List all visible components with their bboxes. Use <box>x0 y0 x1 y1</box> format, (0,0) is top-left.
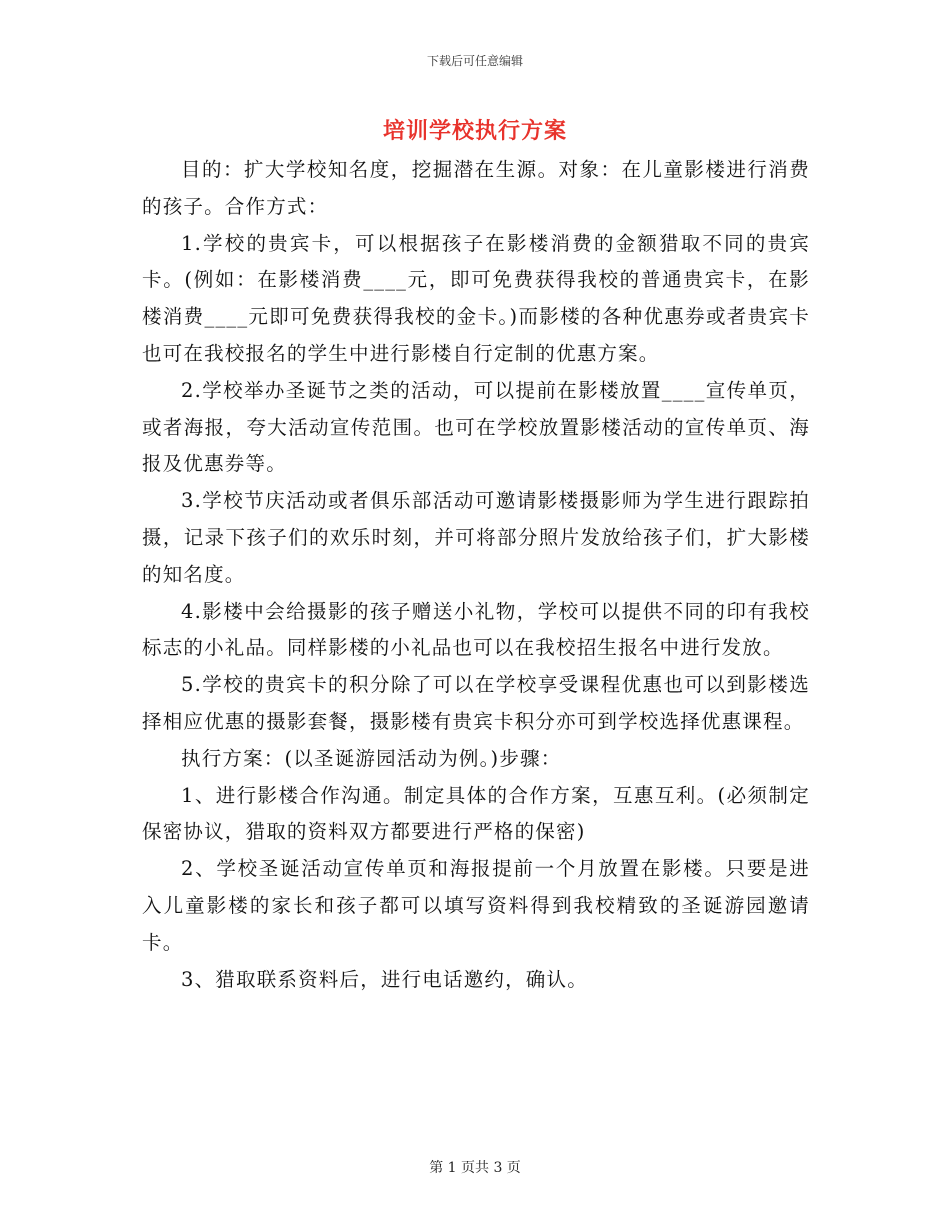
paragraph-purpose: 目的：扩大学校知名度，挖掘潜在生源。对象：在儿童影楼进行消费的孩子。合作方式： <box>142 158 810 218</box>
page-header-note: 下载后可任意编辑 <box>426 54 523 68</box>
paragraph-item-4: 4.影楼中会给摄影的孩子赠送小礼物，学校可以提供不同的印有我校标志的小礼品。同样影楼的小礼品也可以在我校招生报名中进行发放。 <box>142 599 810 660</box>
document-body <box>142 152 810 998</box>
paragraph-item-5: 5.学校的贵宾卡的积分除了可以在学校享受课程优惠也可以到影楼选择相应优惠的摄影套餐，摄影楼有贵宾卡积分亦可到学校选择优惠课程。 <box>142 673 810 733</box>
paragraph-step-3: 3、猎取联系资料后，进行电话邀约，确认。 <box>181 967 588 991</box>
paragraph-step-1: 1、进行影楼合作沟通。制定具体的合作方案，互惠互利。(必须制定保密协议，猎取的资料双方都要进行严格的保密) <box>142 783 810 844</box>
paragraph-item-1: 1.学校的贵宾卡，可以根据孩子在影楼消费的金额猎取不同的贵宾卡。(例如：在影楼消费____元，即可免费获得我校的普通贵宾卡，在影楼消费____元即可免费获得我校的金卡。)而影楼的各种优惠券或者贵宾卡也可在我校报名的学生中进行影楼自行定制的优惠方案。 <box>142 231 810 365</box>
page-number: 第 1 页共 3 页 <box>429 1160 521 1176</box>
paragraph-item-3: 3.学校节庆活动或者俱乐部活动可邀请影楼摄影师为学生进行跟踪拍摄，记录下孩子们的欢乐时刻，并可将部分照片发放给孩子们，扩大影楼的知名度。 <box>142 489 810 586</box>
paragraph-item-2: 2.学校举办圣诞节之类的活动，可以提前在影楼放置____宣传单页，或者海报，夸大活动宣传范围。也可在学校放置影楼活动的宣传单页、海报及优惠券等。 <box>142 378 810 476</box>
paragraph-step-2: 2、学校圣诞活动宣传单页和海报提前一个月放置在影楼。只要是进入儿童影楼的家长和孩子都可以填写资料得到我校精致的圣诞游园邀请卡。 <box>142 857 810 954</box>
paragraph-plan-intro: 执行方案：(以圣诞游园活动为例。)步骤： <box>181 746 562 770</box>
document-title: 培训学校执行方案 <box>382 118 567 144</box>
